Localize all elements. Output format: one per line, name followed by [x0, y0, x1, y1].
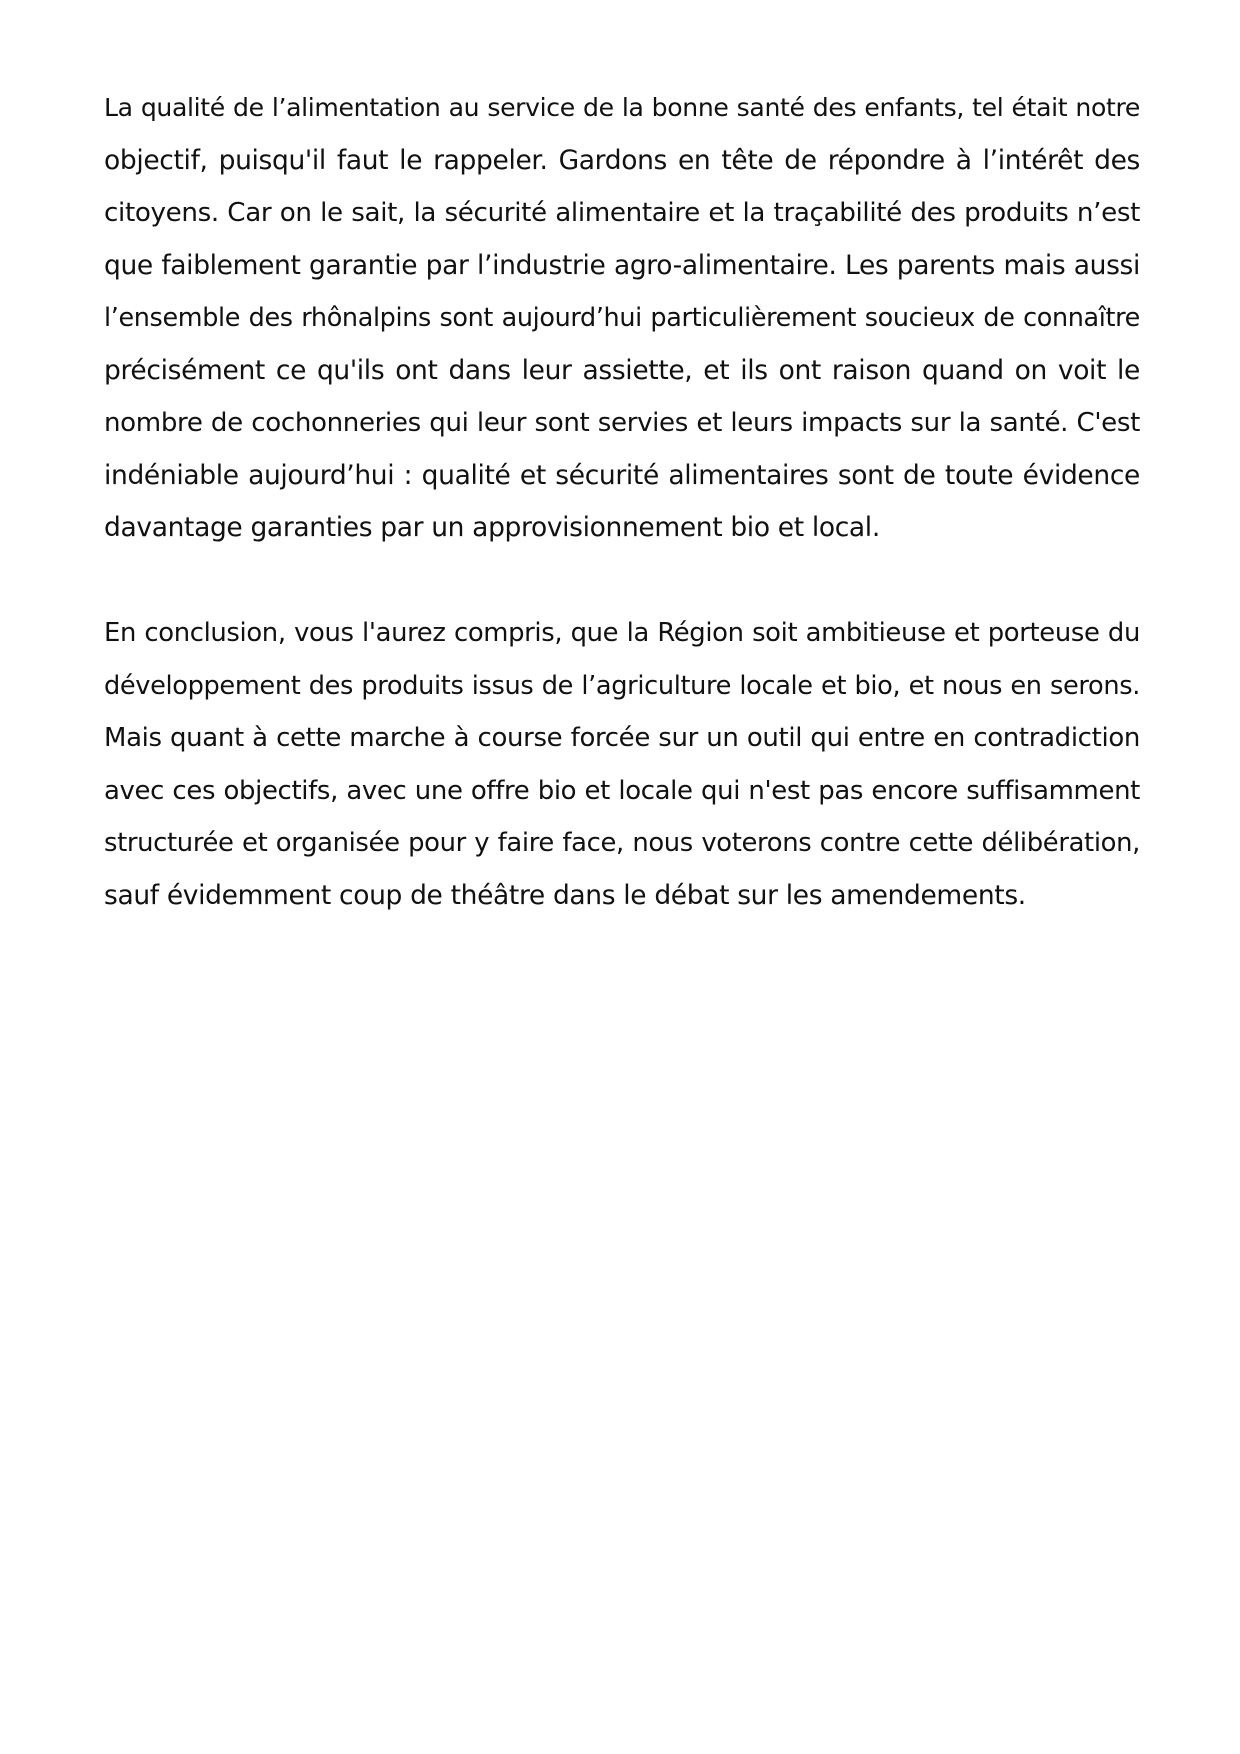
- document-body: [104, 82, 1140, 922]
- paragraph-line: En conclusion, vous l'aurez compris, que la Région soit ambitieuse et porteuse du: [104, 618, 1140, 648]
- paragraph-line: objectif, puisqu'il faut le rappeler. Gardons en tête de répondre à l’intérêt des: [104, 144, 1140, 176]
- paragraph-line: que faiblement garantie par l’industrie agro-alimentaire. Les parents mais aussi: [104, 249, 1140, 281]
- paragraph-line: sauf évidemment coup de théâtre dans le débat sur les amendements.: [104, 879, 1026, 911]
- paragraph-spacer: [104, 555, 1140, 608]
- paragraph-line: avec ces objectifs, avec une offre bio et locale qui n'est pas encore suffisamment: [104, 775, 1140, 806]
- paragraph-line: l’ensemble des rhônalpins sont aujourd’hui particulièrement soucieux de connaître: [104, 303, 1140, 333]
- paragraph-line: citoyens. Car on le sait, la sécurité alimentaire et la traçabilité des produits n’est: [104, 198, 1140, 228]
- paragraph-line: structurée et organisée pour y faire face, nous voterons contre cette délibération,: [104, 828, 1140, 858]
- paragraph-line: indéniable aujourd’hui : qualité et sécurité alimentaires sont de toute évidence: [104, 459, 1140, 491]
- paragraph-line: précisément ce qu'ils ont dans leur assiette, et ils ont raison quand on voit le: [104, 354, 1140, 386]
- paragraph-line: davantage garanties par un approvisionnement bio et local.: [104, 512, 880, 543]
- paragraph-line: La qualité de l’alimentation au service de la bonne santé des enfants, tel était notre: [104, 93, 1140, 122]
- paragraph-2: [104, 607, 1140, 922]
- paragraph-1: [104, 82, 1140, 555]
- paragraph-line: Mais quant à cette marche à course forcée sur un outil qui entre en contradiction: [104, 723, 1140, 753]
- paragraph-line: nombre de cochonneries qui leur sont servies et leurs impacts sur la santé. C'est: [104, 408, 1140, 438]
- paragraph-line: développement des produits issus de l’agriculture locale et bio, et nous en serons.: [104, 670, 1140, 701]
